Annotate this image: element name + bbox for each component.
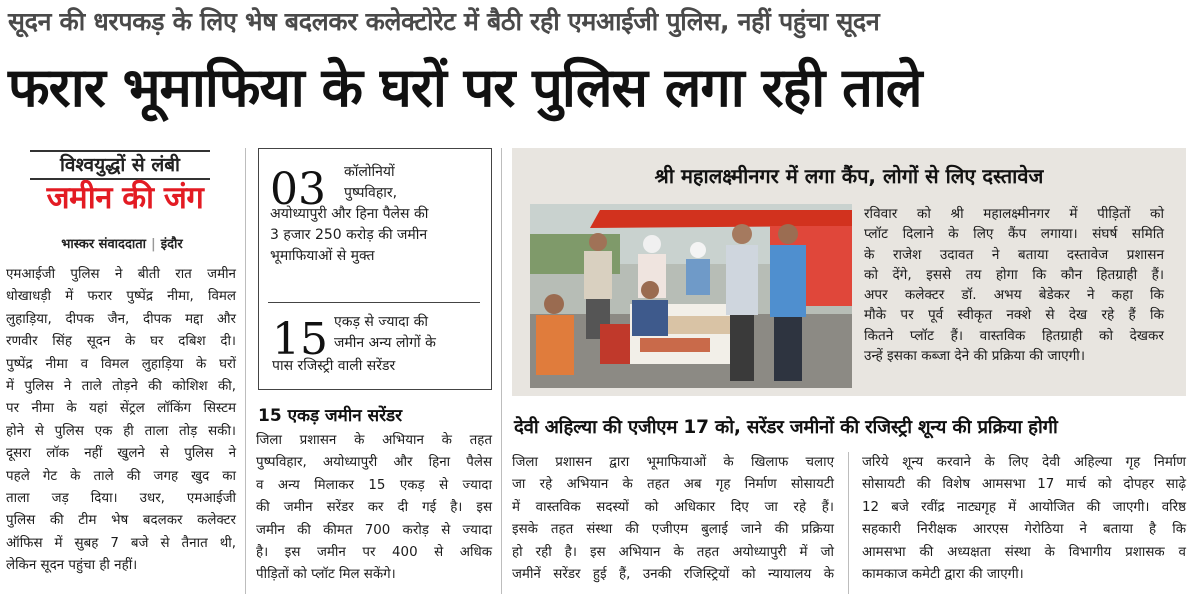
body-line: ऑफिस में सुबह 7 बजे से तैनात थी,	[6, 535, 236, 551]
bottom-article-body-left	[512, 452, 834, 586]
middle-article-body	[256, 430, 492, 587]
body-line: सोसायटी की विशेष आमसभा 17 मार्च को दोपहर साढ़े	[862, 477, 1186, 493]
stat-line: एकड़ से ज्यादा की	[334, 314, 428, 330]
body-line: हो रही है। इस अभियान के तहत अयोध्यापुरी में जो	[512, 544, 834, 560]
column-rule	[245, 148, 246, 594]
body-line: कितने प्लॉट हैं। वास्तविक हितग्राही को देखकर	[864, 327, 1164, 344]
stat-number: 15	[272, 314, 328, 365]
stat-line: पुष्पविहार,	[344, 185, 398, 201]
byline-reporter: भास्कर संवाददाता	[61, 237, 146, 252]
stat-line: कॉलोनियों	[344, 164, 395, 180]
camp-story-body	[864, 204, 1164, 366]
body-line: है। इस जमीन पर 400 से अधिक	[256, 545, 492, 561]
stat-caption	[272, 356, 484, 377]
kicker-headline: सूदन की धरपकड़ के लिए भेष बदलकर कलेक्टोरेट में बैठी रही एमआईजी पुलिस, नहीं पहुंचा सूदन	[8, 7, 880, 36]
body-line: होने से पुलिस एक ही ताला तोड़ सकी।	[6, 423, 236, 439]
body-line: पहले गेट के ताले की जगह खुद का	[6, 468, 236, 484]
byline-separator: |	[151, 237, 156, 252]
byline-city: इंदौर	[160, 237, 183, 252]
body-line: में पुलिस ने ताले तोड़ने की कोशिश की,	[6, 379, 236, 395]
body-line: लुहाड़िया, दीपक जैन, दीपक मद्दा और	[6, 311, 236, 327]
column-rule	[848, 452, 849, 594]
byline	[8, 234, 236, 252]
body-line: व अन्य मिलाकर 15 एकड़ से ज्यादा	[256, 477, 492, 493]
body-line: उन्हें इसका कब्जा देने की प्रक्रिया की जाएगी।	[864, 348, 1085, 365]
left-article-body	[6, 264, 236, 578]
body-line: पुष्पविहार, अयोध्यापुरी और हिना पैलेस	[256, 455, 492, 471]
stat-caption	[270, 204, 486, 267]
column-rule	[501, 148, 502, 594]
body-line: रणवीर सिंह सूदन के घर दबिश दी।	[6, 334, 236, 350]
body-line: सहकारी निरीक्षक आरएस गेरोठिया ने बताया है कि	[862, 522, 1186, 538]
body-line: की जमीन सरेंडर कर दी गई है। इस	[256, 500, 492, 516]
stat-line: भूमाफियाओं से मुक्त	[270, 248, 375, 264]
series-logo-title: जमीन की जंग	[14, 180, 236, 216]
stats-divider	[268, 302, 480, 303]
body-line: पर नीमा के यहां सेंट्रल लॉकिंग सिस्टम	[6, 401, 236, 417]
body-line: को देंगे, इससे तय होगा कि कौन हितग्राही हैं।	[864, 266, 1164, 283]
body-line: जमीन की कीमत 700 करोड़ से ज्यादा	[256, 522, 492, 538]
body-line: जिला प्रशासन द्वारा भूमाफियाओं के खिलाफ चलाए	[512, 455, 834, 470]
body-line: में वास्तविक सदस्यों को अधिकार दिए जा रहे हैं।	[512, 499, 834, 515]
main-headline: फरार भूमाफिया के घरों पर पुलिस लगा रही ताले	[8, 56, 922, 119]
body-line: ताला जड़ दिया। उधर, एमआईजी	[6, 491, 236, 507]
body-line: आमसभा की अध्यक्षता संस्था के विभागीय प्रशासक व	[862, 544, 1186, 560]
camp-photo	[530, 204, 852, 388]
body-line: जमीनें सरेंडर हुई हैं, उनकी रजिस्ट्रियों को न्यायालय के	[512, 567, 834, 583]
body-line: अपर कलेक्टर डॉ. अभय बेडेकर ने कहा कि	[864, 287, 1164, 304]
stat-line: जमीन अन्य लोगों के	[334, 335, 436, 351]
series-logo-tagline: विश्वयुद्धों से लंबी	[30, 150, 210, 180]
camp-story-title: श्री महालक्ष्मीनगर में लगा कैंप, लोगों से लिए दस्तावेज	[654, 164, 1044, 188]
body-line: प्लॉट दिलाने के लिए कैंप लगाया। संघर्ष समिति	[864, 226, 1164, 243]
body-line: रविवार को श्री महालक्ष्मीनगर में पीड़ितों को	[864, 206, 1164, 222]
stat-number: 03	[270, 164, 326, 215]
stat-line: अयोध्यापुरी और हिना पैलेस की	[270, 206, 429, 222]
body-line: जिला प्रशासन के अभियान के तहत	[256, 433, 492, 448]
body-line: पीड़ितों को प्लॉट मिल सकेंगे।	[256, 567, 396, 583]
stat-line: 3 हजार 250 करोड़ की जमीन	[270, 227, 428, 243]
body-line: धोखाधड़ी में फरार पुष्पेंद्र नीमा, विमल	[6, 289, 236, 305]
body-line: जा रहे अभियान के तहत अब गृह निर्माण सोसायटी	[512, 477, 834, 493]
body-line: दूसरा लॉक नहीं खुलने से पुलिस ने	[6, 446, 236, 462]
body-line: इसके तहत संस्था की एजीएम बुलाई जाने की प्रक्रिया	[512, 522, 834, 538]
body-line: पुलिस की टीम भेष बदलकर कलेक्टर	[6, 513, 236, 529]
body-line: पुष्पेंद्र नीमा व विमल लुहाड़िया के घरों	[6, 356, 236, 372]
body-line: लेकिन सूदन पहुंचा ही नहीं।	[6, 558, 138, 574]
subheading-land-surrender: 15 एकड़ जमीन सरेंडर	[258, 406, 403, 426]
body-line: एमआईजी पुलिस ने बीती रात जमीन	[6, 267, 236, 282]
subheading-agm: देवी अहिल्या की एजीएम 17 को, सरेंडर जमीनों की रजिस्ट्री शून्य की प्रक्रिया होगी	[514, 417, 1058, 438]
bottom-article-body-right	[862, 452, 1186, 586]
stat-caption	[334, 312, 484, 354]
body-line: के राजेश उदावत ने बताया दस्तावेज प्रशासन	[864, 246, 1164, 263]
body-line: कामकाज कमेटी द्वारा की जाएगी।	[862, 567, 1024, 583]
stat-caption	[344, 162, 484, 204]
stat-line: पास रजिस्ट्री वाली सरेंडर	[272, 358, 396, 374]
body-line: जरिये शून्य करवाने के लिए देवी अहिल्या गृह निर्माण	[862, 455, 1186, 470]
body-line: 12 बजे रवींद्र नाट्यगृह में आयोजित की जाएगी। वरिष्ठ	[862, 499, 1186, 515]
body-line: मौके पर पूर्व स्वीकृत नक्शे से देख रहे हैं कि	[864, 307, 1164, 324]
